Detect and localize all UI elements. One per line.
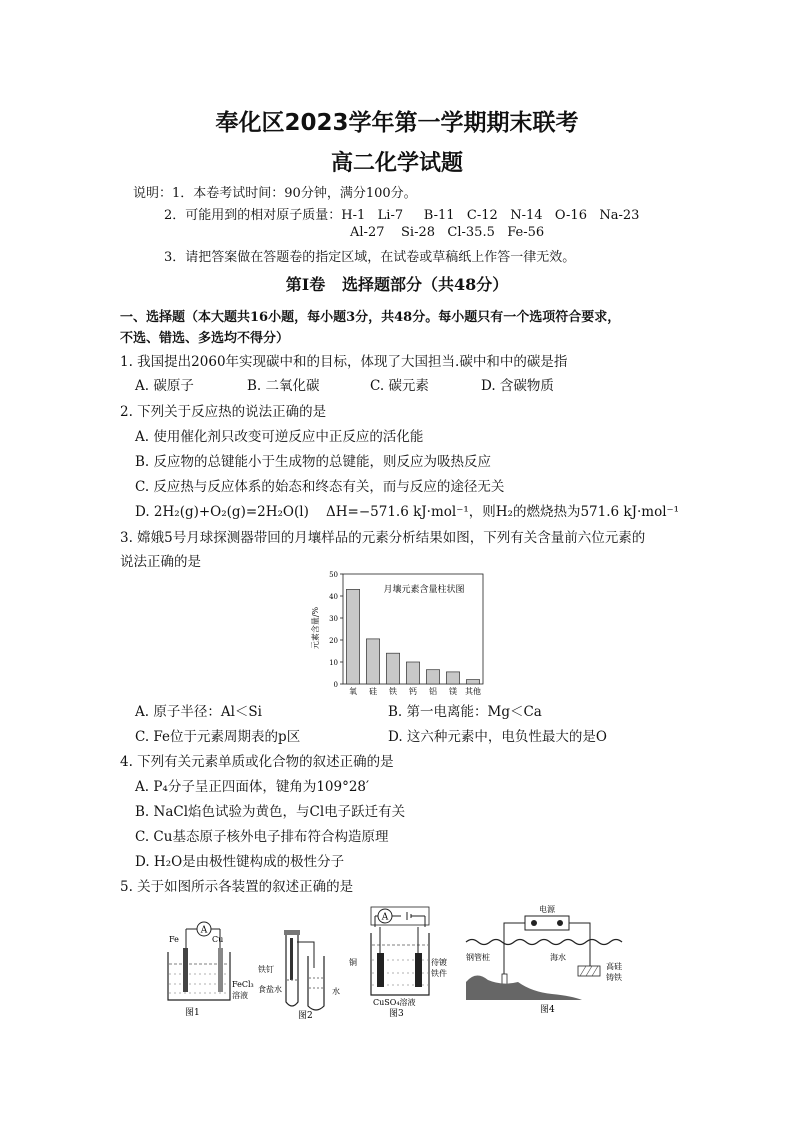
chart-y-tick-label: 20 bbox=[329, 637, 338, 645]
q3-option-d: D. 这六种元素中，电负性最大的是O bbox=[388, 729, 607, 745]
note-3: 3．请把答案做在答题卷的指定区域，在试卷或草稿纸上作答一律无效。 bbox=[164, 250, 576, 265]
q1-option-d: D. 含碳物质 bbox=[481, 378, 554, 394]
svg-text:铜: 铜 bbox=[349, 958, 357, 967]
q2-option-b: B. 反应物的总键能小于生成物的总键能，则反应为吸热反应 bbox=[135, 454, 492, 470]
svg-text:铁钉: 铁钉 bbox=[258, 965, 274, 974]
q4-option-d: D. H₂O是由极性键构成的极性分子 bbox=[135, 854, 345, 870]
q3-option-a: A. 原子半径：Al＜Si bbox=[135, 704, 262, 720]
chart-x-tick-label: 氧 bbox=[349, 687, 357, 696]
chart-x-tick-label: 镁 bbox=[449, 687, 457, 696]
fig2-caption: 图2 bbox=[298, 1011, 313, 1020]
chart-x-tick-label: 其他 bbox=[465, 687, 481, 696]
fig1-caption: 图1 bbox=[185, 1008, 200, 1018]
chart-y-tick-label: 0 bbox=[333, 681, 338, 689]
svg-text:FeCl₃: FeCl₃ bbox=[232, 980, 254, 989]
chart-y-tick-label: 10 bbox=[329, 659, 338, 667]
figure-1-galvanic-cell bbox=[160, 918, 260, 1018]
q3-stem-line-2: 说法正确的是 bbox=[120, 554, 201, 570]
seabed bbox=[466, 975, 582, 1000]
q2-option-a: A. 使用催化剂只改变可逆反应中正反应的活化能 bbox=[135, 429, 424, 445]
note-1: 说明：1．本卷考试时间：90分钟，满分100分。 bbox=[133, 186, 417, 201]
svg-text:食盐水: 食盐水 bbox=[258, 985, 282, 994]
svg-text:铸铁: 铸铁 bbox=[606, 973, 622, 982]
chart-bar bbox=[426, 670, 439, 684]
chart-bar bbox=[386, 653, 399, 684]
q2-stem: 2. 下列关于反应热的说法正确的是 bbox=[120, 404, 327, 420]
chart-bar bbox=[446, 672, 459, 684]
q4-option-a: A. P₄分子呈正四面体，键角为109°28′ bbox=[135, 779, 370, 795]
q1-option-c: C. 碳元素 bbox=[370, 378, 429, 394]
q3-option-b: B. 第一电离能：Mg＜Ca bbox=[388, 704, 542, 720]
instructions-line-1: 一、选择题（本大题共16小题，每小题3分，共48分。每小题只有一个选项符合要求， bbox=[120, 310, 621, 325]
figure-4-cathodic-protection bbox=[462, 902, 642, 1014]
chart-bar bbox=[346, 589, 359, 684]
q4-option-b: B. NaCl焰色试验为黄色，与Cl电子跃迁有关 bbox=[135, 804, 406, 820]
page-subtitle: 高二化学试题 bbox=[330, 151, 463, 176]
svg-text:溶液: 溶液 bbox=[232, 991, 248, 1000]
svg-text:A: A bbox=[381, 912, 389, 923]
chart-y-tick-label: 30 bbox=[329, 615, 338, 623]
chart-ylabel: 元素含量/% bbox=[311, 606, 320, 650]
figure-3-electroplating-cell bbox=[345, 905, 460, 1019]
svg-text:待镀: 待镀 bbox=[431, 958, 447, 967]
page-title: 奉化区2023学年第一学期期末联考 bbox=[215, 110, 579, 136]
chart-y-tick-label: 50 bbox=[329, 571, 338, 579]
q5-stem: 5. 关于如图所示各装置的叙述正确的是 bbox=[120, 879, 354, 895]
fig1-fe-label: Fe bbox=[169, 935, 179, 944]
chart-x-tick-label: 铁 bbox=[389, 687, 397, 696]
fig1-cu-label: Cu bbox=[212, 935, 224, 944]
chart-bar bbox=[406, 662, 419, 684]
q4-stem: 4. 下列有关元素单质或化合物的叙述正确的是 bbox=[120, 754, 394, 770]
note-2: 2．可能用到的相对原子质量：H-1 Li-7 B-11 C-12 N-14 O-16 Na-23 bbox=[164, 208, 640, 223]
svg-text:CuSO₄溶液: CuSO₄溶液 bbox=[373, 998, 416, 1007]
chart-bar bbox=[366, 639, 379, 684]
svg-text:电源: 电源 bbox=[539, 905, 555, 914]
chart-x-tick-label: 铝 bbox=[429, 687, 437, 696]
svg-text:钢管桩: 钢管桩 bbox=[466, 953, 490, 962]
note-2-cont: Al-27 Si-28 Cl-35.5 Fe-56 bbox=[350, 225, 545, 240]
q1-stem: 1. 我国提出2060年实现碳中和的目标，体现了大国担当.碳中和中的碳是指 bbox=[120, 354, 568, 370]
fig3-caption: 图3 bbox=[389, 1009, 404, 1019]
chart-x-tick-label: 硅 bbox=[369, 687, 377, 696]
section-title: 第Ⅰ卷 选择题部分（共48分） bbox=[285, 275, 509, 294]
fig4-caption: 图4 bbox=[540, 1005, 555, 1014]
instructions-line-2: 不选、错选、多选均不得分） bbox=[120, 331, 290, 346]
svg-text:海水: 海水 bbox=[550, 953, 566, 962]
svg-text:水: 水 bbox=[332, 987, 340, 996]
q4-option-c: C. Cu基态原子核外电子排布符合构造原理 bbox=[135, 829, 389, 845]
chart-y-tick-label: 40 bbox=[329, 593, 338, 601]
q2-option-d: D. 2H₂(g)+O₂(g)=2H₂O(l) ΔH=−571.6 kJ·mol⁻¹，则H₂的燃烧热为571.6 kJ·mol⁻¹ bbox=[135, 504, 680, 520]
q2-option-c: C. 反应热与反应体系的始态和终态有关，而与反应的途径无关 bbox=[135, 479, 505, 495]
svg-text:高硅: 高硅 bbox=[606, 962, 622, 971]
chart-title: 月壤元素含量柱状图 bbox=[383, 585, 465, 595]
q1-option-a: A. 碳原子 bbox=[135, 378, 194, 394]
q3-option-c: C. Fe位于元素周期表的p区 bbox=[135, 729, 301, 745]
figure-2-corrosion-tubes bbox=[256, 928, 356, 1020]
svg-text:A: A bbox=[200, 925, 208, 936]
chart-x-tick-label: 钙 bbox=[409, 687, 417, 696]
element-content-bar-chart bbox=[300, 568, 490, 696]
q3-stem-line-1: 3. 嫦娥5号月球探测器带回的月壤样品的元素分析结果如图，下列有关含量前六位元素的 bbox=[120, 530, 646, 546]
q1-option-b: B. 二氧化碳 bbox=[247, 378, 320, 394]
chart-bar bbox=[466, 680, 479, 684]
svg-text:铁件: 铁件 bbox=[431, 969, 447, 978]
